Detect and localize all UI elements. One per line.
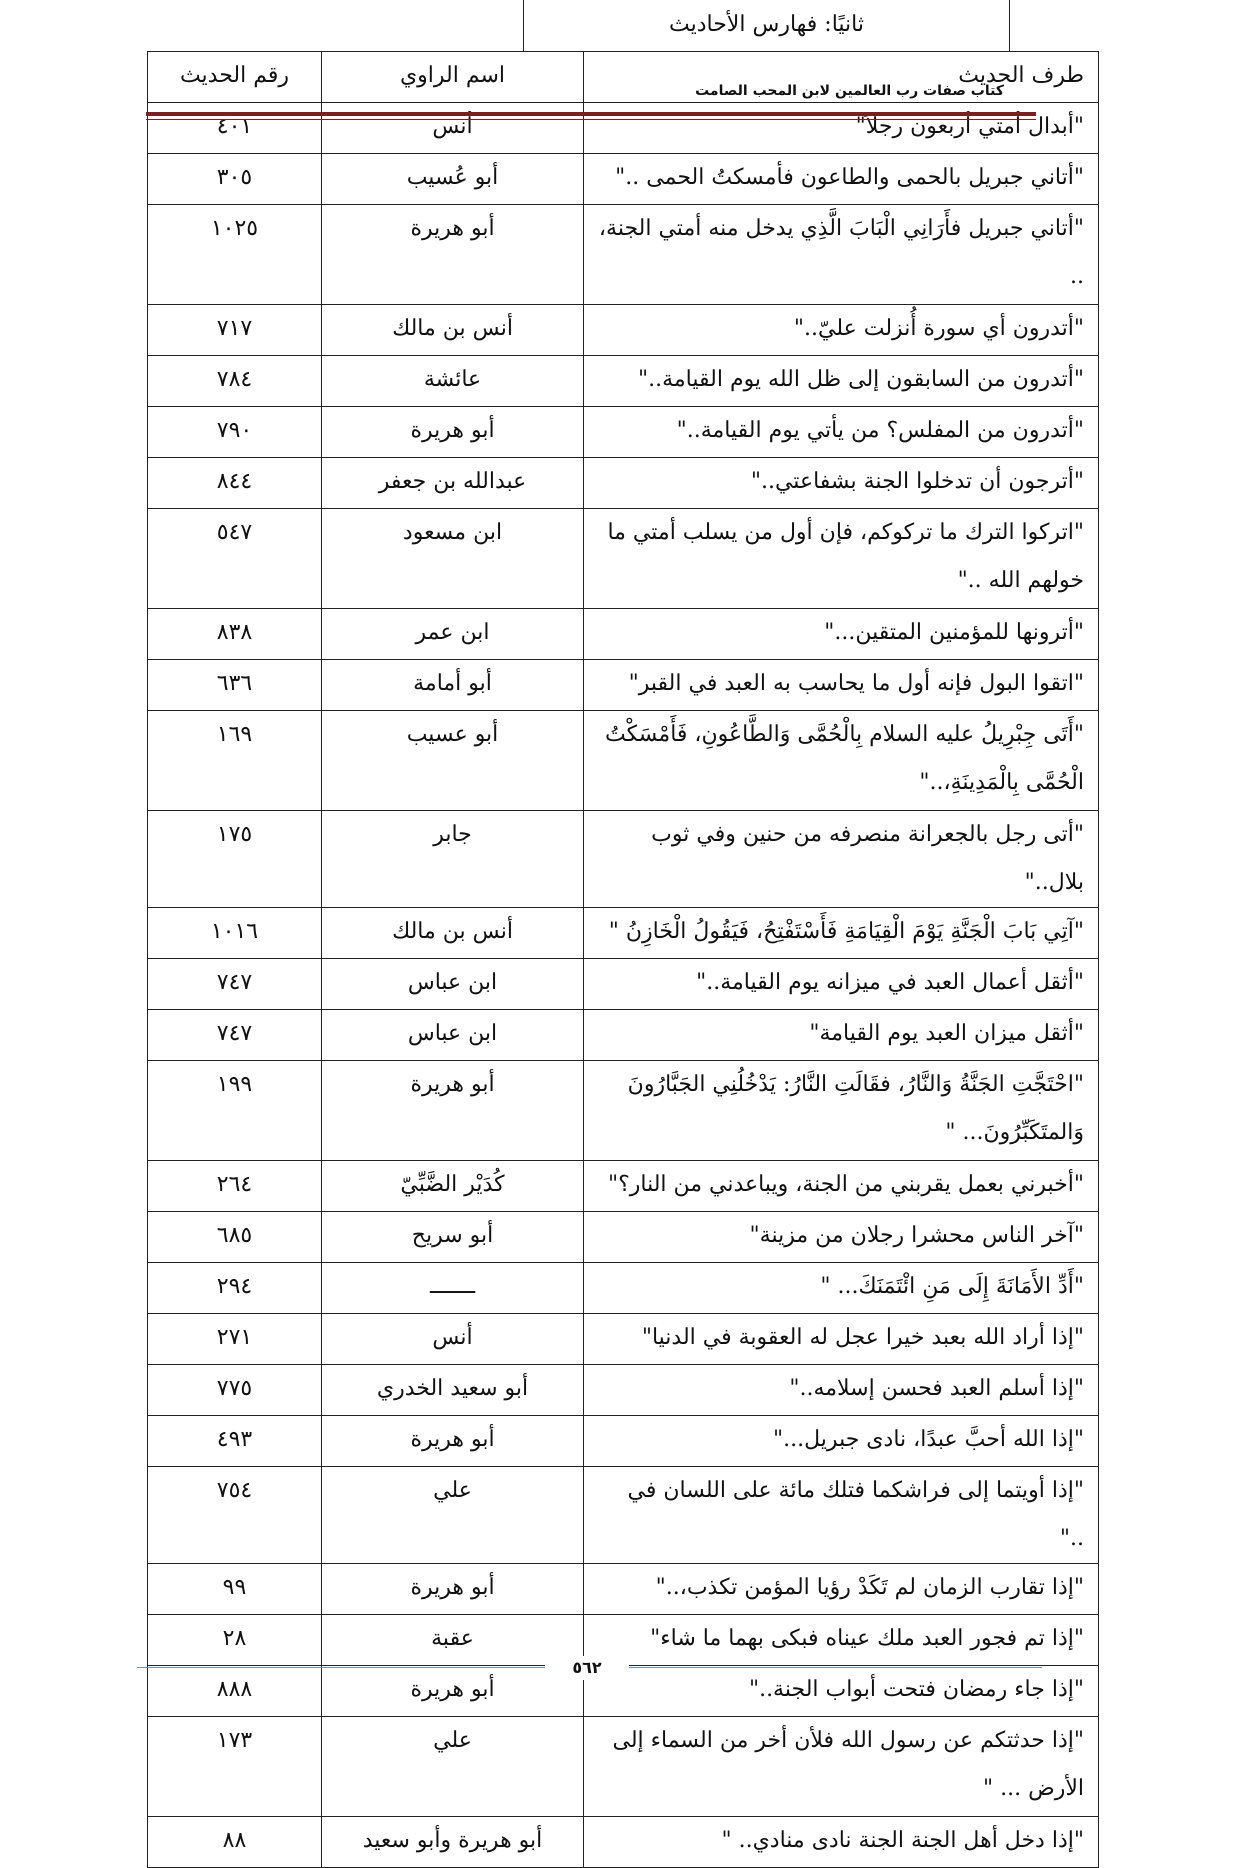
table-row [148,1212,1099,1263]
header-rule [146,112,1036,120]
narrator-cell: ابن عباس [322,1010,584,1061]
narrator-cell: ابن عمر [322,609,584,660]
table-row [148,407,1099,458]
table-row [148,1416,1099,1467]
table-row [148,1817,1099,1868]
table-row [148,711,1099,811]
hadith-number-cell: ٢٦٤ [148,1161,322,1212]
hadith-text-cell: "أخبرني بعمل يقربني من الجنة، ويباعدني من النار؟" [584,1161,1099,1212]
table-row [148,1263,1099,1314]
hadith-text-cell: "أترجون أن تدخلوا الجنة بشفاعتي.." [584,458,1099,509]
section-title: ثانيًا: فهارس الأحاديث [523,0,1010,52]
hadith-text-cell: "إذا تقارب الزمان لم تَكَدْ رؤيا المؤمن تكذب،.." [584,1564,1099,1615]
hadith-number-cell: ٢٧١ [148,1314,322,1365]
hadith-number-cell: ٣٠٥ [148,154,322,205]
page-number: ٥٦٢ [545,1656,629,1680]
hadith-text-cell: "أتدرون أي سورة أُنزلت عليّ.." [584,305,1099,356]
hadith-text-cell: "آخر الناس محشرا رجلان من مزينة" [584,1212,1099,1263]
hadith-text-cell: "احْتَجَّتِ الجَنَّةُ وَالنَّارُ، فقَالَتِ النَّارُ: يَدْخُلُنِي الجَبَّارُونَ وَالمتَكَبِّرُونَ... " [584,1061,1099,1161]
hadith-number-cell: ٤٠١ [148,103,322,154]
hadith-number-cell: ٨٨٨ [148,1666,322,1717]
hadith-text-cell: "أتاني جبريل فأَرَانِي الْبَابَ الَّذِي يدخل منه أمتي الجنة، .. [584,205,1099,305]
hadith-text-cell: "أثقل ميزان العبد يوم القيامة" [584,1010,1099,1061]
narrator-cell: علي [322,1717,584,1817]
table-row [148,1365,1099,1416]
narrator-cell: أبو هريرة وأبو سعيد [322,1817,584,1868]
hadith-number-cell: ٥٤٧ [148,509,322,609]
narrator-cell: أبو هريرة [322,1416,584,1467]
narrator-cell: أبو هريرة [322,1666,584,1717]
narrator-cell: أنس بن مالك [322,305,584,356]
hadith-number-cell: ١٦٩ [148,711,322,811]
hadith-text-cell: "اتقوا البول فإنه أول ما يحاسب به العبد في القبر" [584,660,1099,711]
narrator-cell: أنس [322,103,584,154]
hadith-number-cell: ٢٩٤ [148,1263,322,1314]
narrator-cell: كُدَيْر الضَّبِّيّ [322,1161,584,1212]
table-row [148,609,1099,660]
table-row [148,205,1099,305]
narrator-cell: أبو هريرة [322,1061,584,1161]
narrator-cell: جابر [322,811,584,908]
hadith-number-cell: ٦٨٥ [148,1212,322,1263]
hadith-text-cell: "أتدرون من المفلس؟ من يأتي يوم القيامة.." [584,407,1099,458]
hadith-number-cell: ٢٨ [148,1615,322,1666]
narrator-cell: أبو عسيب [322,711,584,811]
hadith-number-cell: ٨٨ [148,1817,322,1868]
hadith-number-cell: ٧٨٤ [148,356,322,407]
hadith-number-cell: ٧٥٤ [148,1467,322,1564]
hadith-text-cell: "إذا تم فجور العبد ملك عيناه فبكى بهما ما شاء" [584,1615,1099,1666]
narrator-cell: أنس بن مالك [322,908,584,959]
narrator-cell: أبو سريح [322,1212,584,1263]
table-row [148,305,1099,356]
hadith-number-cell: ١٧٥ [148,811,322,908]
table-row [148,154,1099,205]
hadith-text-cell: "أَتَى جِبْرِيلُ عليه السلام بِالْحُمَّى وَالطَّاعُونِ، فَأَمْسَكْتُ الْحُمَّى بِالْمَدِينَةِ،.." [584,711,1099,811]
hadith-text-cell: "أتدرون من السابقون إلى ظل الله يوم القيامة.." [584,356,1099,407]
hadith-index-table [147,51,1099,1868]
hadith-number-cell: ٩٩ [148,1564,322,1615]
table-row [148,1314,1099,1365]
table-row [148,959,1099,1010]
hadith-number-cell: ٧٩٠ [148,407,322,458]
column-header-narrator: اسم الراوي [322,52,584,103]
hadith-text-cell: "إذا أويتما إلى فراشكما فتلك مائة على اللسان في .." [584,1467,1099,1564]
hadith-number-cell: ٧٤٧ [148,1010,322,1061]
hadith-text-cell: "اتركوا الترك ما تركوكم، فإن أول من يسلب أمتي ما خولهم الله .." [584,509,1099,609]
hadith-number-cell: ٨٤٤ [148,458,322,509]
hadith-number-cell: ٧١٧ [148,305,322,356]
narrator-cell: عائشة [322,356,584,407]
narrator-cell: ـــــــ [322,1263,584,1314]
hadith-number-cell: ٨٣٨ [148,609,322,660]
table-row [148,1010,1099,1061]
hadith-text-cell: "إذا الله أحبَّ عبدًا، نادى جبريل..." [584,1416,1099,1467]
table-row [148,1467,1099,1564]
hadith-number-cell: ١٧٣ [148,1717,322,1817]
hadith-number-cell: ١٩٩ [148,1061,322,1161]
running-header: كتاب صفات رب العالمين لابن المحب الصامت [695,83,1004,99]
narrator-cell: عبدالله بن جعفر [322,458,584,509]
narrator-cell: أبو هريرة [322,407,584,458]
hadith-text-cell: "إذا دخل أهل الجنة الجنة نادى منادي.. " [584,1817,1099,1868]
hadith-text-cell: "أتى رجل بالجعرانة منصرفه من حنين وفي ثوب بلال.." [584,811,1099,908]
hadith-text-cell: "أتاني جبريل بالحمى والطاعون فأمسكتُ الحمى .." [584,154,1099,205]
hadith-text-cell: "إذا أسلم العبد فحسن إسلامه.." [584,1365,1099,1416]
table-row [148,908,1099,959]
narrator-cell: علي [322,1467,584,1564]
hadith-text-cell: "أترونها للمؤمنين المتقين..." [584,609,1099,660]
hadith-number-cell: ٦٣٦ [148,660,322,711]
hadith-number-cell: ٧٤٧ [148,959,322,1010]
hadith-text-cell: "إذا جاء رمضان فتحت أبواب الجنة.." [584,1666,1099,1717]
table-row [148,356,1099,407]
hadith-text-cell: "إذا حدثتكم عن رسول الله فلأن أخر من السماء إلى الأرض ... " [584,1717,1099,1817]
table-row [148,1161,1099,1212]
narrator-cell: أبو سعيد الخدري [322,1365,584,1416]
narrator-cell: عقبة [322,1615,584,1666]
hadith-text-cell: "آتِي بَابَ الْجَنَّةِ يَوْمَ الْقِيَامَةِ فَأَسْتَفْتِحُ، فَيَقُولُ الْخَازِنُ " [584,908,1099,959]
hadith-number-cell: ٤٩٣ [148,1416,322,1467]
table-row [148,811,1099,908]
column-header-hadith-text: طرف الحديث [584,52,1099,103]
table-row [148,660,1099,711]
hadith-text-cell: "أَدِّ الأَمَانَةَ إِلَى مَنِ ائْتَمَنَكَ... " [584,1263,1099,1314]
column-header-hadith-number: رقم الحديث [148,52,322,103]
table-row [148,1717,1099,1817]
narrator-cell: أبو أمامة [322,660,584,711]
narrator-cell: أبو هريرة [322,205,584,305]
narrator-cell: أبو عُسيب [322,154,584,205]
table-row [148,1564,1099,1615]
hadith-text-cell: "إذا أراد الله بعبد خيرا عجل له العقوبة في الدنيا" [584,1314,1099,1365]
hadith-text-cell: "أثقل أعمال العبد في ميزانه يوم القيامة.." [584,959,1099,1010]
table-row [148,458,1099,509]
narrator-cell: أنس [322,1314,584,1365]
narrator-cell: أبو هريرة [322,1564,584,1615]
table-row [148,509,1099,609]
hadith-number-cell: ١٠٢٥ [148,205,322,305]
narrator-cell: ابن مسعود [322,509,584,609]
hadith-number-cell: ١٠١٦ [148,908,322,959]
narrator-cell: ابن عباس [322,959,584,1010]
hadith-number-cell: ٧٧٥ [148,1365,322,1416]
table-row [148,1061,1099,1161]
hadith-text-cell: "أبدال أمتي أربعون رجلاً" [584,103,1099,154]
